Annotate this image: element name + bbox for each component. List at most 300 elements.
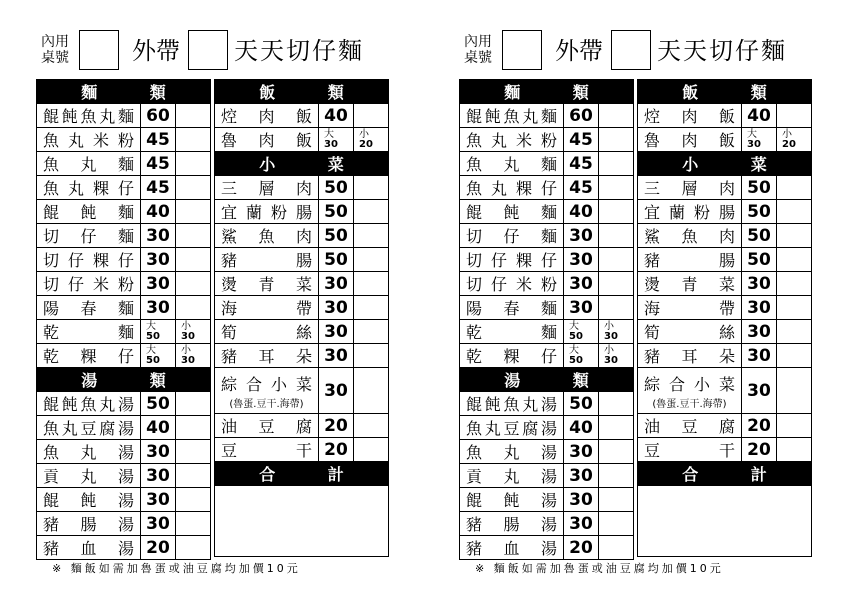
big-price: 50	[569, 354, 583, 366]
qty-cell[interactable]	[354, 438, 389, 462]
item-name: 魚丸湯	[37, 440, 141, 464]
item-name: 切仔米粉	[37, 272, 141, 296]
item-name: 魚丸米粉	[37, 128, 141, 152]
total-area[interactable]	[638, 486, 812, 557]
item-name: 筍絲	[215, 320, 319, 344]
item-price: 45	[141, 176, 176, 200]
menu-row	[638, 248, 812, 272]
menu-row	[460, 536, 634, 560]
qty-cell[interactable]	[599, 416, 634, 440]
menu-row	[460, 104, 634, 128]
big-price: 50	[146, 354, 160, 366]
menu-row	[638, 296, 812, 320]
table-number-box[interactable]	[79, 30, 119, 70]
item-price: 30	[141, 296, 176, 320]
item-price: 40	[319, 104, 354, 128]
menu-row	[37, 296, 211, 320]
menu-row	[215, 296, 389, 320]
total-header	[215, 462, 389, 486]
takeout-box[interactable]	[611, 30, 651, 70]
big-label: 大	[569, 320, 579, 332]
item-name: 魯肉飯	[638, 128, 742, 152]
menu-row	[215, 272, 389, 296]
qty-cell[interactable]	[599, 248, 634, 272]
qty-cell[interactable]	[176, 464, 211, 488]
item-name: 豬耳朵	[638, 344, 742, 368]
item-price: 30	[564, 272, 599, 296]
qty-cell[interactable]	[354, 200, 389, 224]
item-price: 30	[564, 440, 599, 464]
menu-row	[215, 176, 389, 200]
item-price: 40	[564, 416, 599, 440]
item-price: 20	[141, 536, 176, 560]
item-price: 40	[141, 416, 176, 440]
noodles-title-a: 麵	[504, 83, 521, 102]
item-name: 焢肉飯	[638, 104, 742, 128]
qty-cell[interactable]	[599, 152, 634, 176]
menu-row-sized	[638, 128, 812, 152]
item-price: 30	[141, 512, 176, 536]
qty-cell[interactable]	[777, 200, 812, 224]
item-name: 豬血湯	[460, 536, 564, 560]
item-price: 20	[319, 438, 354, 462]
qty-cell[interactable]	[777, 272, 812, 296]
qty-cell[interactable]	[176, 416, 211, 440]
qty-cell[interactable]	[599, 128, 634, 152]
sides-title-a: 小	[682, 155, 699, 174]
item-name: 三層肉	[215, 176, 319, 200]
item-price: 30	[141, 488, 176, 512]
item-price: 20	[742, 414, 777, 438]
item-name: 鯊魚肉	[215, 224, 319, 248]
big-price: 50	[569, 330, 583, 342]
noodles-header	[460, 80, 634, 104]
menu-row	[460, 152, 634, 176]
rice-title-a: 飯	[259, 83, 276, 102]
menu-row	[460, 224, 634, 248]
item-price: 30	[141, 464, 176, 488]
qty-cell[interactable]	[599, 296, 634, 320]
qty-cell[interactable]	[777, 368, 812, 414]
soups-header	[460, 368, 634, 392]
small-label: 小	[359, 128, 369, 140]
big-size-cell[interactable]	[141, 320, 176, 344]
item-price: 30	[742, 344, 777, 368]
menu-row	[460, 176, 634, 200]
item-name: 油豆腐	[215, 414, 319, 438]
qty-cell[interactable]	[176, 272, 211, 296]
small-size-cell[interactable]	[176, 320, 211, 344]
total-label-b: 計	[750, 465, 767, 484]
menu-row	[215, 200, 389, 224]
qty-cell[interactable]	[599, 512, 634, 536]
item-name: 魚丸麵	[460, 152, 564, 176]
item-price: 45	[141, 152, 176, 176]
qty-cell[interactable]	[176, 200, 211, 224]
qty-cell[interactable]	[354, 368, 389, 414]
menu-row	[215, 224, 389, 248]
item-price: 20	[564, 536, 599, 560]
menu-row	[460, 488, 634, 512]
item-price: 50	[319, 200, 354, 224]
item-price: 30	[564, 248, 599, 272]
item-name: 切仔米粉	[460, 272, 564, 296]
item-price: 30	[319, 272, 354, 296]
rice-header	[215, 80, 389, 104]
big-price: 30	[747, 138, 761, 150]
item-name: 魚丸麵	[37, 152, 141, 176]
menu-row	[37, 416, 211, 440]
item-price: 60	[141, 104, 176, 128]
item-name: 餛飩湯	[460, 488, 564, 512]
menu-row	[460, 440, 634, 464]
small-price: 30	[604, 330, 618, 342]
big-size-cell[interactable]	[141, 344, 176, 368]
small-size-cell[interactable]	[176, 344, 211, 368]
small-size-cell[interactable]	[599, 344, 634, 368]
item-name: 魚丸湯	[460, 440, 564, 464]
item-name: 油豆腐	[638, 414, 742, 438]
menu-row	[638, 104, 812, 128]
menu-row	[460, 128, 634, 152]
item-name: 餛飩魚丸麵	[37, 104, 141, 128]
right-menu-table	[214, 79, 389, 557]
soups-header	[37, 368, 211, 392]
menu-row	[37, 272, 211, 296]
menu-row	[37, 392, 211, 416]
menu-row	[37, 200, 211, 224]
left-menu-table	[459, 79, 634, 560]
item-name: 餛飩湯	[37, 488, 141, 512]
total-area[interactable]	[215, 486, 389, 557]
big-label: 大	[747, 128, 757, 140]
item-name: 魚丸米粉	[460, 128, 564, 152]
qty-cell[interactable]	[176, 488, 211, 512]
menu-row-sized	[460, 344, 634, 368]
item-price: 30	[742, 320, 777, 344]
item-name: 豬腸湯	[460, 512, 564, 536]
small-price: 20	[782, 138, 796, 150]
menu-row	[215, 320, 389, 344]
menu-row	[460, 200, 634, 224]
menu-row	[460, 392, 634, 416]
small-price: 20	[359, 138, 373, 150]
qty-cell[interactable]	[176, 248, 211, 272]
takeout-label: 外帶	[132, 37, 180, 65]
menu-row	[460, 248, 634, 272]
menu-row	[638, 438, 812, 462]
item-price: 30	[742, 296, 777, 320]
item-price: 60	[564, 104, 599, 128]
item-price: 30	[319, 344, 354, 368]
qty-cell[interactable]	[777, 344, 812, 368]
qty-cell[interactable]	[777, 224, 812, 248]
item-name: 豬腸	[638, 248, 742, 272]
menu-row	[638, 414, 812, 438]
small-label: 小	[604, 320, 614, 332]
qty-cell[interactable]	[354, 296, 389, 320]
small-price: 30	[604, 354, 618, 366]
combo-detail: (魯蛋.豆干.海帶)	[229, 398, 304, 410]
small-label: 小	[181, 344, 191, 356]
qty-cell[interactable]	[599, 104, 634, 128]
qty-cell[interactable]	[599, 176, 634, 200]
qty-cell[interactable]	[777, 320, 812, 344]
qty-cell[interactable]	[176, 128, 211, 152]
dine-in-label: 內用 桌號	[41, 34, 69, 66]
item-price: 45	[141, 128, 176, 152]
menu-row	[37, 152, 211, 176]
rice-title-b: 類	[750, 83, 767, 102]
qty-cell[interactable]	[354, 320, 389, 344]
qty-cell[interactable]	[777, 296, 812, 320]
qty-cell[interactable]	[354, 176, 389, 200]
qty-cell[interactable]	[176, 224, 211, 248]
qty-cell[interactable]	[354, 272, 389, 296]
qty-cell[interactable]	[599, 464, 634, 488]
small-size-cell[interactable]	[354, 128, 389, 152]
takeout-box[interactable]	[188, 30, 228, 70]
menu-row	[638, 320, 812, 344]
big-size-cell[interactable]	[564, 344, 599, 368]
item-price: 50	[742, 200, 777, 224]
big-label: 大	[146, 320, 156, 332]
noodles-title-a: 麵	[81, 83, 98, 102]
item-price: 30	[564, 488, 599, 512]
combo-name: 綜合小菜 (魯蛋.豆干.海帶)	[215, 368, 319, 414]
item-name: 餛飩麵	[460, 200, 564, 224]
item-name: 切仔粿仔	[37, 248, 141, 272]
item-name: 乾粿仔	[37, 344, 141, 368]
menu-row	[460, 272, 634, 296]
item-price: 30	[564, 512, 599, 536]
menu-row-combo	[215, 368, 389, 414]
rice-title-b: 類	[327, 83, 344, 102]
item-name: 餛飩魚丸湯	[460, 392, 564, 416]
qty-cell[interactable]	[176, 104, 211, 128]
qty-cell[interactable]	[354, 414, 389, 438]
soups-title-a: 湯	[504, 371, 521, 390]
small-price: 30	[181, 330, 195, 342]
menu-row	[37, 104, 211, 128]
qty-cell[interactable]	[176, 440, 211, 464]
rice-header	[638, 80, 812, 104]
menu-row	[37, 536, 211, 560]
item-price: 50	[141, 392, 176, 416]
sides-title-b: 菜	[750, 155, 767, 174]
qty-cell[interactable]	[599, 488, 634, 512]
item-name: 豬腸湯	[37, 512, 141, 536]
menu-row-combo	[638, 368, 812, 414]
item-price: 45	[564, 176, 599, 200]
big-size-cell[interactable]	[742, 128, 777, 152]
item-price: 45	[564, 152, 599, 176]
qty-cell[interactable]	[176, 512, 211, 536]
item-name: 豬耳朵	[215, 344, 319, 368]
item-name: 三層肉	[638, 176, 742, 200]
sides-title-a: 小	[259, 155, 276, 174]
dine-in-label: 內用 桌號	[464, 34, 492, 66]
item-name: 貢丸湯	[460, 464, 564, 488]
menu-row	[638, 272, 812, 296]
item-name: 鯊魚肉	[638, 224, 742, 248]
item-name: 切仔麵	[37, 224, 141, 248]
menu-row	[37, 512, 211, 536]
order-sheet	[423, 0, 846, 598]
item-price: 40	[564, 200, 599, 224]
item-name: 豬血湯	[37, 536, 141, 560]
item-name: 宜蘭粉腸	[638, 200, 742, 224]
item-price: 50	[742, 224, 777, 248]
item-price: 30	[742, 368, 777, 414]
item-price: 30	[141, 440, 176, 464]
qty-cell[interactable]	[599, 440, 634, 464]
qty-cell[interactable]	[777, 414, 812, 438]
qty-cell[interactable]	[176, 536, 211, 560]
noodles-title-b: 類	[149, 83, 166, 102]
item-name: 宜蘭粉腸	[215, 200, 319, 224]
qty-cell[interactable]	[354, 224, 389, 248]
qty-cell[interactable]	[354, 104, 389, 128]
item-price: 30	[564, 464, 599, 488]
item-name: 切仔粿仔	[460, 248, 564, 272]
item-name: 魚丸豆腐湯	[460, 416, 564, 440]
item-price: 50	[742, 176, 777, 200]
takeout-label: 外帶	[555, 37, 603, 65]
item-price: 45	[564, 128, 599, 152]
small-size-cell[interactable]	[599, 320, 634, 344]
combo-detail: (魯蛋.豆干.海帶)	[652, 398, 727, 410]
menu-row	[638, 344, 812, 368]
item-price: 40	[141, 200, 176, 224]
soups-title-b: 類	[572, 371, 589, 390]
big-size-cell[interactable]	[319, 128, 354, 152]
menu-row	[37, 464, 211, 488]
qty-cell[interactable]	[354, 344, 389, 368]
total-label-a: 合	[682, 465, 699, 484]
qty-cell[interactable]	[599, 200, 634, 224]
qty-cell[interactable]	[354, 248, 389, 272]
item-name: 燙青菜	[638, 272, 742, 296]
item-name: 陽春麵	[37, 296, 141, 320]
item-name: 筍絲	[638, 320, 742, 344]
item-name: 豆干	[638, 438, 742, 462]
item-name: 燙青菜	[215, 272, 319, 296]
small-label: 小	[604, 344, 614, 356]
big-label: 大	[324, 128, 334, 140]
qty-cell[interactable]	[176, 296, 211, 320]
small-price: 30	[181, 354, 195, 366]
item-name: 魚丸粿仔	[460, 176, 564, 200]
qty-cell[interactable]	[777, 438, 812, 462]
qty-cell[interactable]	[176, 152, 211, 176]
item-name: 切仔麵	[460, 224, 564, 248]
qty-cell[interactable]	[599, 272, 634, 296]
item-name: 豆干	[215, 438, 319, 462]
menu-row-sized	[215, 128, 389, 152]
item-name: 乾粿仔	[460, 344, 564, 368]
combo-name: 綜合小菜 (魯蛋.豆干.海帶)	[638, 368, 742, 414]
item-name: 餛飩魚丸湯	[37, 392, 141, 416]
total-header	[638, 462, 812, 486]
sides-header	[638, 152, 812, 176]
item-price: 30	[564, 224, 599, 248]
item-price: 20	[319, 414, 354, 438]
total-label-b: 計	[327, 465, 344, 484]
qty-cell[interactable]	[599, 392, 634, 416]
menu-row	[460, 512, 634, 536]
big-price: 30	[324, 138, 338, 150]
item-name: 豬腸	[215, 248, 319, 272]
menu-row	[215, 414, 389, 438]
sides-header	[215, 152, 389, 176]
menu-row	[37, 488, 211, 512]
soups-title-a: 湯	[81, 371, 98, 390]
item-price: 30	[742, 272, 777, 296]
big-size-cell[interactable]	[564, 320, 599, 344]
item-price: 30	[141, 248, 176, 272]
menu-row	[460, 464, 634, 488]
menu-row	[215, 344, 389, 368]
total-label-a: 合	[259, 465, 276, 484]
item-name: 魯肉飯	[215, 128, 319, 152]
menu-row	[37, 248, 211, 272]
qty-cell[interactable]	[777, 248, 812, 272]
item-name: 焢肉飯	[215, 104, 319, 128]
item-price: 30	[319, 368, 354, 414]
menu-row	[37, 128, 211, 152]
item-name: 貢丸湯	[37, 464, 141, 488]
qty-cell[interactable]	[176, 176, 211, 200]
big-label: 大	[146, 344, 156, 356]
big-price: 50	[146, 330, 160, 342]
item-name: 乾麵	[37, 320, 141, 344]
item-price: 20	[742, 438, 777, 462]
item-price: 50	[564, 392, 599, 416]
item-name: 餛飩魚丸麵	[460, 104, 564, 128]
qty-cell[interactable]	[176, 392, 211, 416]
item-name: 陽春麵	[460, 296, 564, 320]
noodles-title-b: 類	[572, 83, 589, 102]
item-price: 40	[742, 104, 777, 128]
item-price: 50	[319, 248, 354, 272]
menu-row	[460, 416, 634, 440]
footnote: ※ 麵飯如需加魯蛋或油豆腐均加價10元	[475, 562, 724, 575]
item-name: 海帶	[215, 296, 319, 320]
menu-row	[460, 296, 634, 320]
menu-row	[37, 440, 211, 464]
item-name: 魚丸粿仔	[37, 176, 141, 200]
right-menu-table	[637, 79, 812, 557]
menu-row	[638, 200, 812, 224]
menu-row	[37, 176, 211, 200]
menu-row	[638, 176, 812, 200]
small-size-cell[interactable]	[777, 128, 812, 152]
left-menu-table	[36, 79, 211, 560]
qty-cell[interactable]	[777, 104, 812, 128]
footnote: ※ 麵飯如需加魯蛋或油豆腐均加價10元	[52, 562, 301, 575]
item-price: 30	[319, 296, 354, 320]
item-price: 50	[319, 176, 354, 200]
item-price: 50	[742, 248, 777, 272]
item-name: 餛飩麵	[37, 200, 141, 224]
qty-cell[interactable]	[599, 536, 634, 560]
small-label: 小	[782, 128, 792, 140]
qty-cell[interactable]	[777, 176, 812, 200]
qty-cell[interactable]	[599, 224, 634, 248]
table-number-box[interactable]	[502, 30, 542, 70]
menu-row-sized	[460, 320, 634, 344]
